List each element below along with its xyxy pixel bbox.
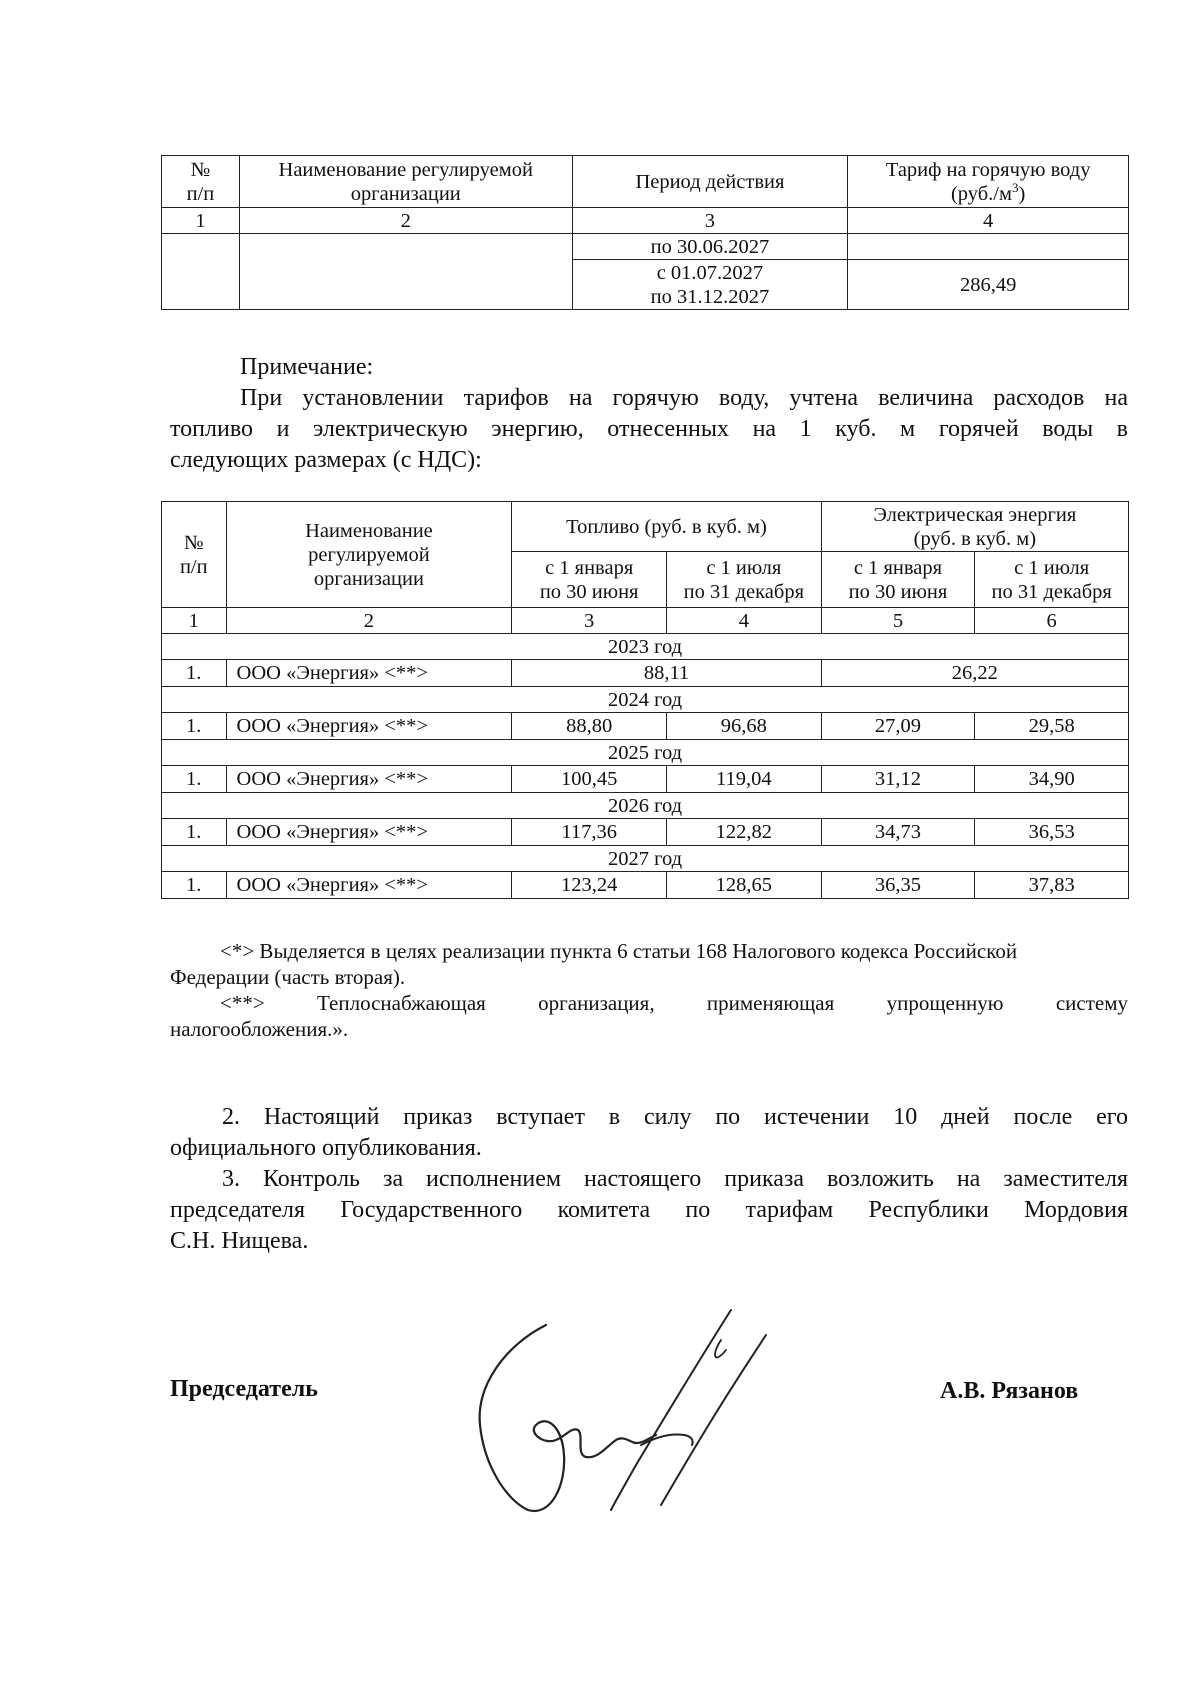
year-label: 2024 год — [162, 687, 1129, 713]
year-row — [162, 634, 1129, 660]
cell-period: по 30.06.2027 — [572, 234, 848, 260]
table-header-row — [162, 502, 1129, 552]
year-row — [162, 793, 1129, 819]
cell-electricity-h2: 29,58 — [975, 713, 1129, 740]
row-organization: ООО «Энергия» <**> — [226, 819, 512, 846]
col-number: 4 — [848, 208, 1129, 234]
cell-period: с 01.07.2027 по 31.12.2027 — [572, 260, 848, 310]
cell-electricity-h1: 31,12 — [821, 766, 975, 793]
col-number: 1 — [162, 608, 227, 634]
footnote-line: <*> Выделяется в целях реализации пункта 6 статьи 168 Налогового кодекса Российской — [220, 939, 1018, 963]
cell-fuel-h2: 96,68 — [667, 713, 822, 740]
subheader-jul-dec: с 1 июля по 31 декабря — [975, 552, 1129, 608]
row-organization: ООО «Энергия» <**> — [226, 766, 512, 793]
cell-fuel-h2: 122,82 — [667, 819, 822, 846]
subheader-jan-jun: с 1 января по 30 июня — [512, 552, 667, 608]
header-cell-organization: Наименование регулируемой организации — [239, 156, 572, 208]
note-line: следующих размерах (с НДС): — [170, 447, 482, 473]
col-number: 4 — [667, 608, 822, 634]
year-label: 2027 год — [162, 846, 1129, 872]
year-row — [162, 740, 1129, 766]
row-organization: ООО «Энергия» <**> — [226, 713, 512, 740]
handwritten-signature — [466, 1305, 796, 1515]
footnote-1 — [170, 938, 1128, 990]
cell-electricity-h2: 37,83 — [975, 872, 1129, 899]
footnote-line: <**> Теплоснабжающая организация, применяющая упрощенную систему — [220, 991, 1128, 1015]
header-cell-period: Период действия — [572, 156, 848, 208]
table-row — [162, 234, 1129, 260]
col-number: 3 — [512, 608, 667, 634]
row-number: 1. — [162, 819, 227, 846]
cell-fuel-h1: 88,80 — [512, 713, 667, 740]
column-number-row — [162, 608, 1129, 634]
row-organization: ООО «Энергия» <**> — [226, 872, 512, 899]
footnote-line: Федерации (часть вторая). — [170, 965, 406, 989]
signatory-name: А.В. Рязанов — [940, 1378, 1079, 1404]
cell-electricity: 26,22 — [821, 660, 1128, 687]
col-number: 1 — [162, 208, 240, 234]
cell-electricity-h1: 36,35 — [821, 872, 975, 899]
item-line: С.Н. Нищева. — [170, 1228, 309, 1254]
cell-tariff: 286,49 — [848, 260, 1129, 310]
cell-tariff — [848, 234, 1129, 260]
cell-empty — [162, 234, 240, 310]
col-number: 5 — [821, 608, 975, 634]
item-line: официального опубликования. — [170, 1135, 482, 1161]
note-line: При установлении тарифов на горячую воду, учтена величина расходов на — [240, 385, 1128, 411]
row-number: 1. — [162, 766, 227, 793]
col-number: 3 — [572, 208, 848, 234]
cell-electricity-h1: 27,09 — [821, 713, 975, 740]
col-number: 6 — [975, 608, 1129, 634]
column-number-row — [162, 208, 1129, 234]
note-title: Примечание: — [240, 354, 374, 380]
signatory-title: Председатель — [170, 1376, 318, 1402]
order-item-3 — [170, 1164, 1128, 1257]
cell-empty — [239, 234, 572, 310]
table-row — [162, 766, 1129, 793]
year-label: 2025 год — [162, 740, 1129, 766]
header-cell-number: № п/п — [162, 156, 240, 208]
table-row — [162, 660, 1129, 687]
cell-fuel-h2: 128,65 — [667, 872, 822, 899]
row-organization: ООО «Энергия» <**> — [226, 660, 512, 687]
col-number: 2 — [239, 208, 572, 234]
cell-fuel-h1: 117,36 — [512, 819, 667, 846]
note-paragraph — [170, 383, 1128, 476]
header-cell-organization: Наименование регулируемой организации — [226, 502, 512, 608]
subheader-jan-jun: с 1 января по 30 июня — [821, 552, 975, 608]
table-row — [162, 872, 1129, 899]
footnote-2 — [170, 990, 1128, 1042]
hot-water-tariff-table — [161, 155, 1129, 310]
header-cell-number: № п/п — [162, 502, 227, 608]
header-cell-tariff: Тариф на горячую воду $(руб./м^3)$ — [848, 156, 1129, 208]
note-line: топливо и электрическую энергию, отнесенных на 1 куб. м горячей воды в — [170, 416, 1128, 442]
item-line: 2. Настоящий приказ вступает в силу по истечении 10 дней после его — [222, 1104, 1128, 1130]
footnote-line: налогообложения.». — [170, 1017, 349, 1041]
cell-fuel-h1: 100,45 — [512, 766, 667, 793]
item-line: председателя Государственного комитета по тарифам Республики Мордовия — [170, 1197, 1128, 1223]
table-row — [162, 819, 1129, 846]
cell-electricity-h2: 36,53 — [975, 819, 1129, 846]
year-label: 2023 год — [162, 634, 1129, 660]
row-number: 1. — [162, 660, 227, 687]
cell-electricity-h1: 34,73 — [821, 819, 975, 846]
table-header-row — [162, 156, 1129, 208]
subheader-jul-dec: с 1 июля по 31 декабря — [667, 552, 822, 608]
header-cell-fuel: Топливо (руб. в куб. м) — [512, 502, 821, 552]
col-number: 2 — [226, 608, 512, 634]
table-row — [162, 713, 1129, 740]
year-label: 2026 год — [162, 793, 1129, 819]
order-item-2 — [170, 1102, 1128, 1164]
row-number: 1. — [162, 713, 227, 740]
row-number: 1. — [162, 872, 227, 899]
header-cell-electricity: Электрическая энергия (руб. в куб. м) — [821, 502, 1128, 552]
year-row — [162, 846, 1129, 872]
cell-fuel-h1: 123,24 — [512, 872, 667, 899]
cell-fuel: 88,11 — [512, 660, 821, 687]
item-line: 3. Контроль за исполнением настоящего приказа возложить на заместителя — [222, 1166, 1128, 1192]
cell-fuel-h2: 119,04 — [667, 766, 822, 793]
fuel-energy-cost-table — [161, 501, 1129, 899]
cell-electricity-h2: 34,90 — [975, 766, 1129, 793]
year-row — [162, 687, 1129, 713]
